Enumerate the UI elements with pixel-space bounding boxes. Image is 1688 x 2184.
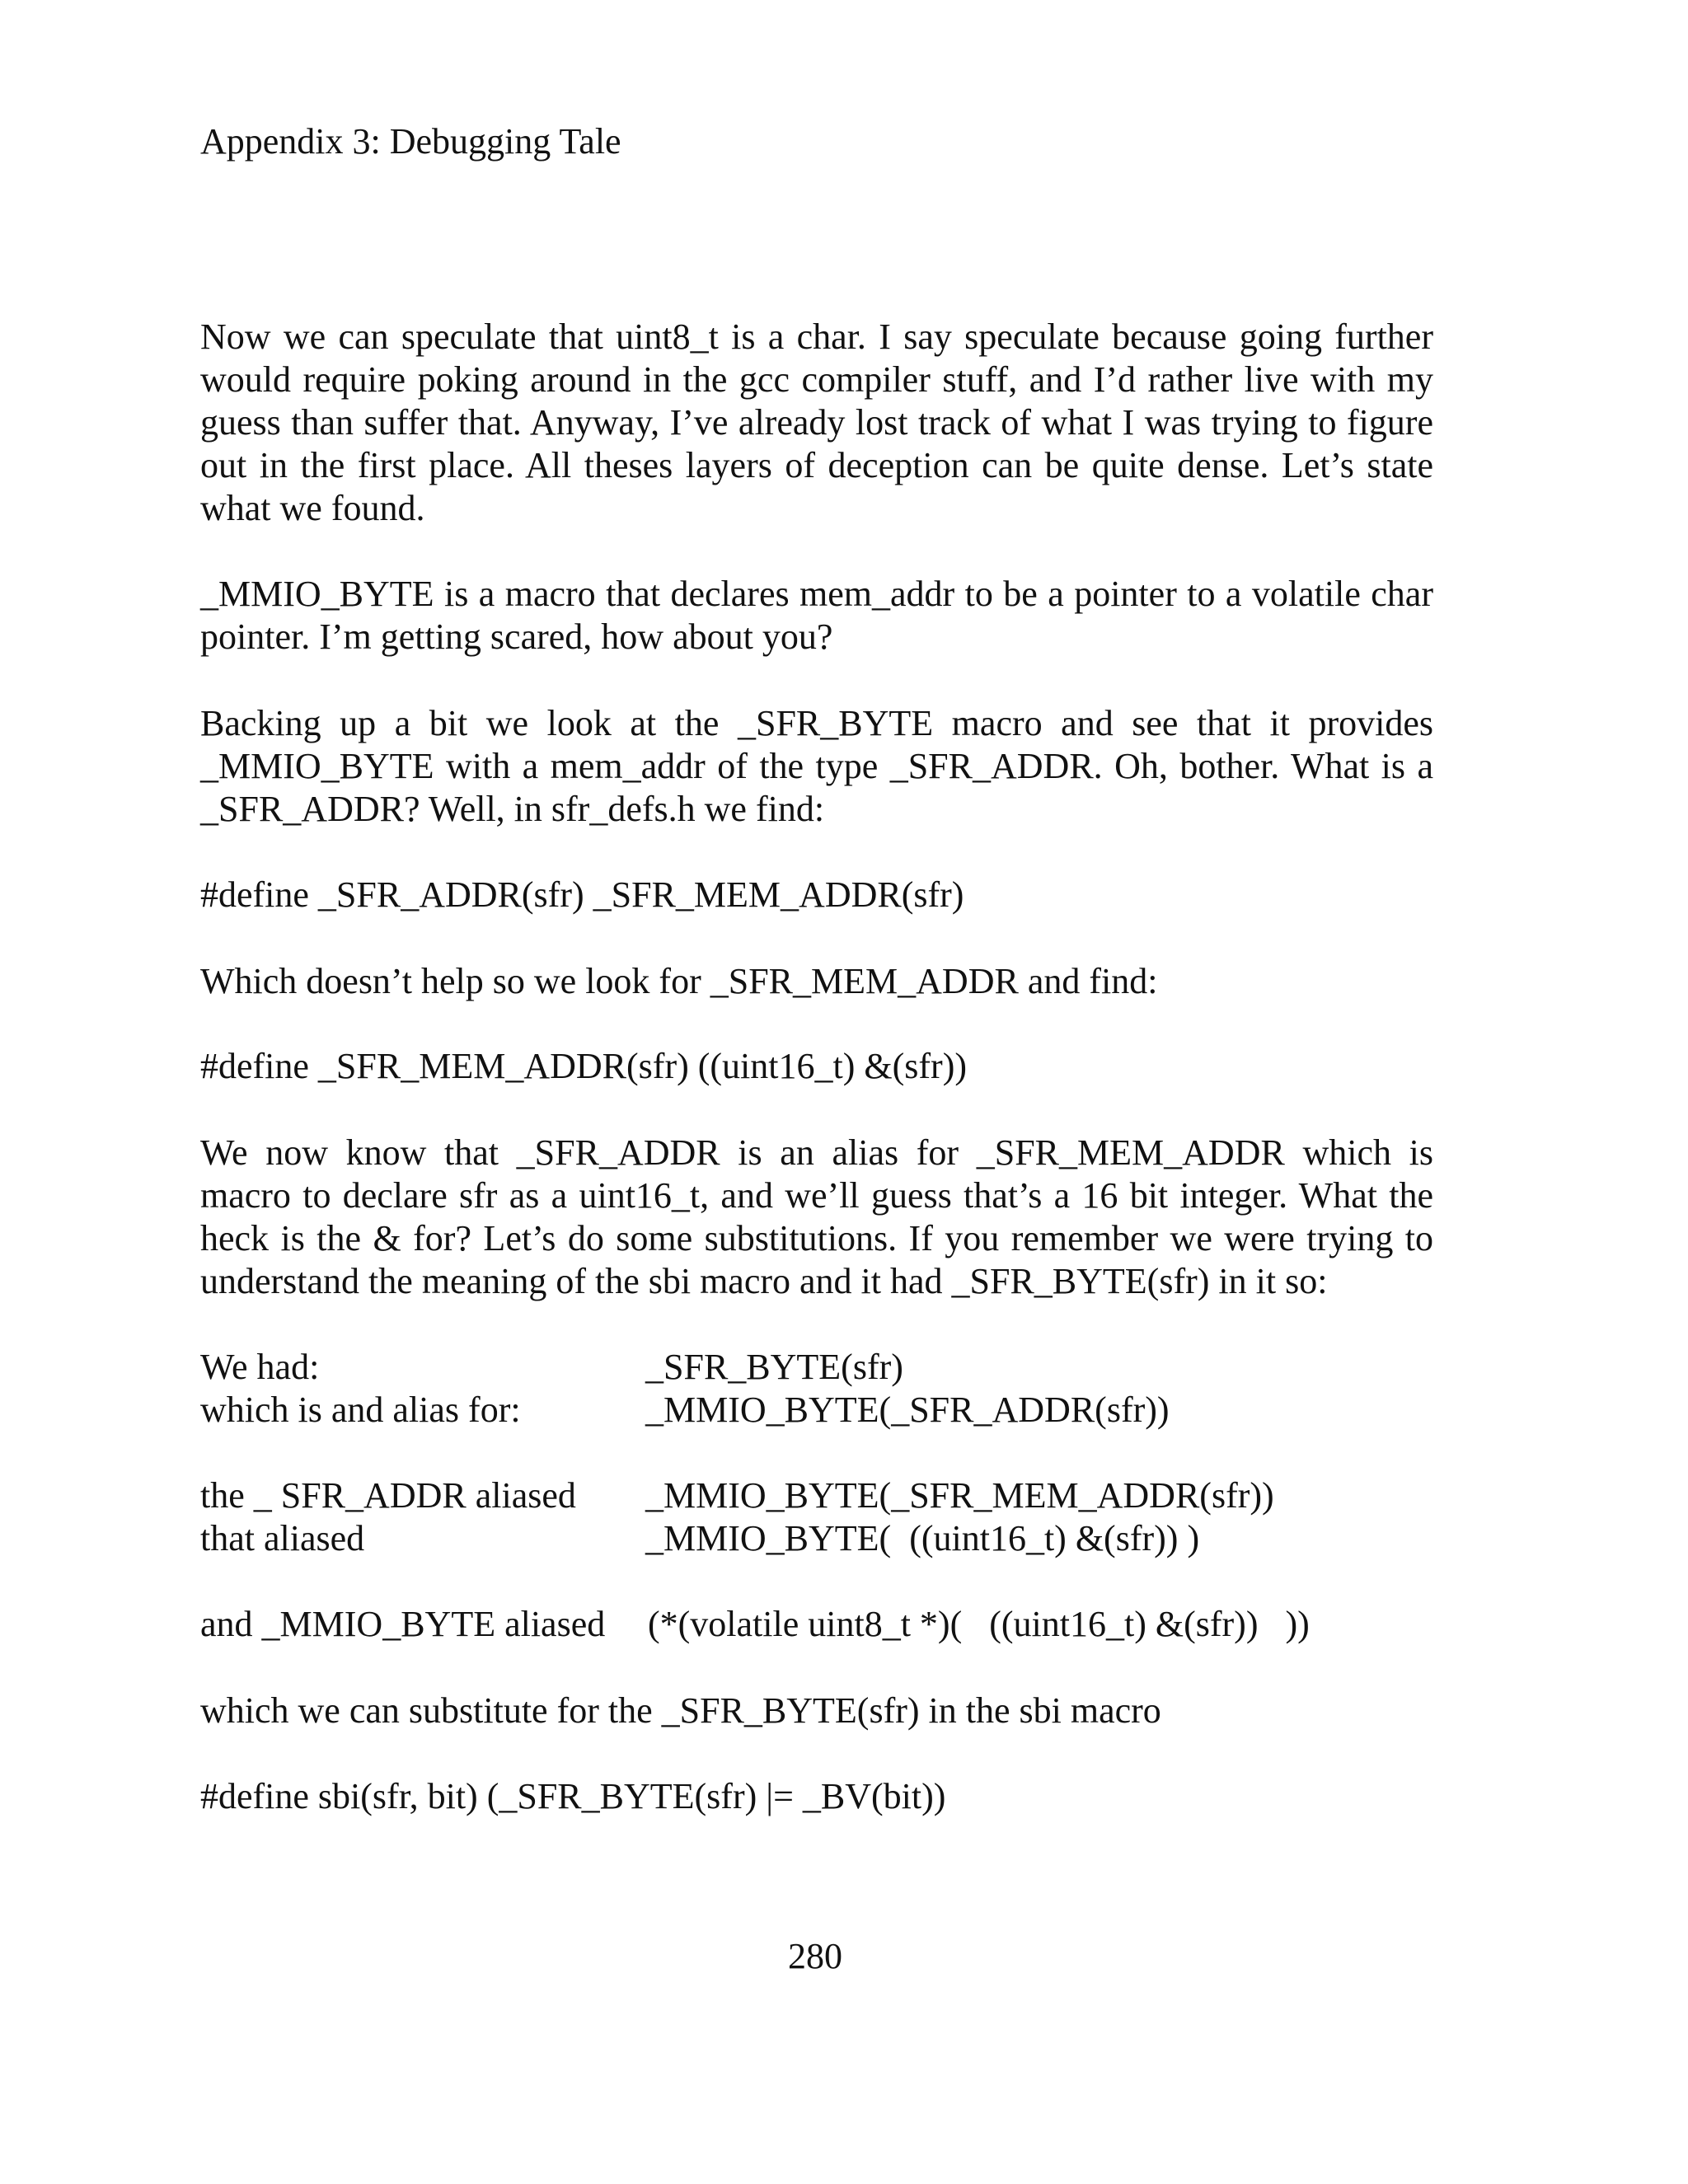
substitution-value: _MMIO_BYTE(_SFR_MEM_ADDR(sfr)) xyxy=(645,1475,1274,1516)
paragraph-look-for-mem-addr: Which doesn’t help so we look for _SFR_MEM_ADDR and find: xyxy=(200,961,1158,1001)
page-number: 280 xyxy=(788,1936,842,1976)
substitution-row xyxy=(200,1346,1437,1389)
page-header: Appendix 3: Debugging Tale xyxy=(200,121,621,162)
substitution-row xyxy=(200,1389,1437,1432)
substitution-row xyxy=(200,1517,1437,1560)
substitution-label: the _ SFR_ADDR aliased xyxy=(200,1475,576,1516)
substitution-row xyxy=(200,1474,1437,1517)
substitution-value: (*(volatile uint8_t *)( ((uint16_t) &(sfr)) )) xyxy=(648,1604,1310,1644)
substitution-label: We had: xyxy=(200,1347,320,1387)
paragraph-mmio-byte: _MMIO_BYTE is a macro that declares mem_addr to be a pointer to a volatile char pointer. I’m getting scared, how about you? xyxy=(200,574,1433,657)
substitution-row xyxy=(200,1603,1437,1646)
substitution-label: that aliased xyxy=(200,1518,365,1558)
code-define-sbi: #define sbi(sfr, bit) (_SFR_BYTE(sfr) |= _BV(bit)) xyxy=(200,1776,946,1816)
substitution-label: and _MMIO_BYTE aliased xyxy=(200,1604,606,1644)
paragraph-alias-explanation: We now know that _SFR_ADDR is an alias for _SFR_MEM_ADDR which is macro to declare sfr as a uint16_t, and we’ll guess that’s a 16 bit integer. What the heck is the & for? Let’s do some substitutions. If you remember we were trying to understand the meaning of the sbi macro and it had _SFR_BYTE(sfr) in it so: xyxy=(200,1132,1433,1301)
paragraph-uint8-speculation: Now we can speculate that uint8_t is a char. I say speculate because going further would require poking around in the gcc compiler stuff, and I’d rather live with my guess than suffer that. Anyway, I’ve already lost track of what I was trying to figure out in the first place. All theses layers of deception can be quite dense. Let’s state what we found. xyxy=(200,316,1433,528)
substitution-value: _MMIO_BYTE(_SFR_ADDR(sfr)) xyxy=(645,1390,1170,1430)
paragraph-sfr-byte: Backing up a bit we look at the _SFR_BYTE macro and see that it provides _MMIO_BYTE with a mem_addr of the type _SFR_ADDR. Oh, bother. What is a _SFR_ADDR? Well, in sfr_defs.h we find: xyxy=(200,703,1433,829)
substitution-value: _MMIO_BYTE( ((uint16_t) &(sfr)) ) xyxy=(645,1518,1200,1558)
code-define-sfr-addr: #define _SFR_ADDR(sfr) _SFR_MEM_ADDR(sfr) xyxy=(200,874,964,915)
paragraph-substitute-sbi: which we can substitute for the _SFR_BYTE(sfr) in the sbi macro xyxy=(200,1690,1161,1731)
substitution-value: _SFR_BYTE(sfr) xyxy=(645,1347,903,1387)
code-define-sfr-mem-addr: #define _SFR_MEM_ADDR(sfr) ((uint16_t) &(sfr)) xyxy=(200,1046,967,1086)
substitution-label: which is and alias for: xyxy=(200,1390,521,1430)
